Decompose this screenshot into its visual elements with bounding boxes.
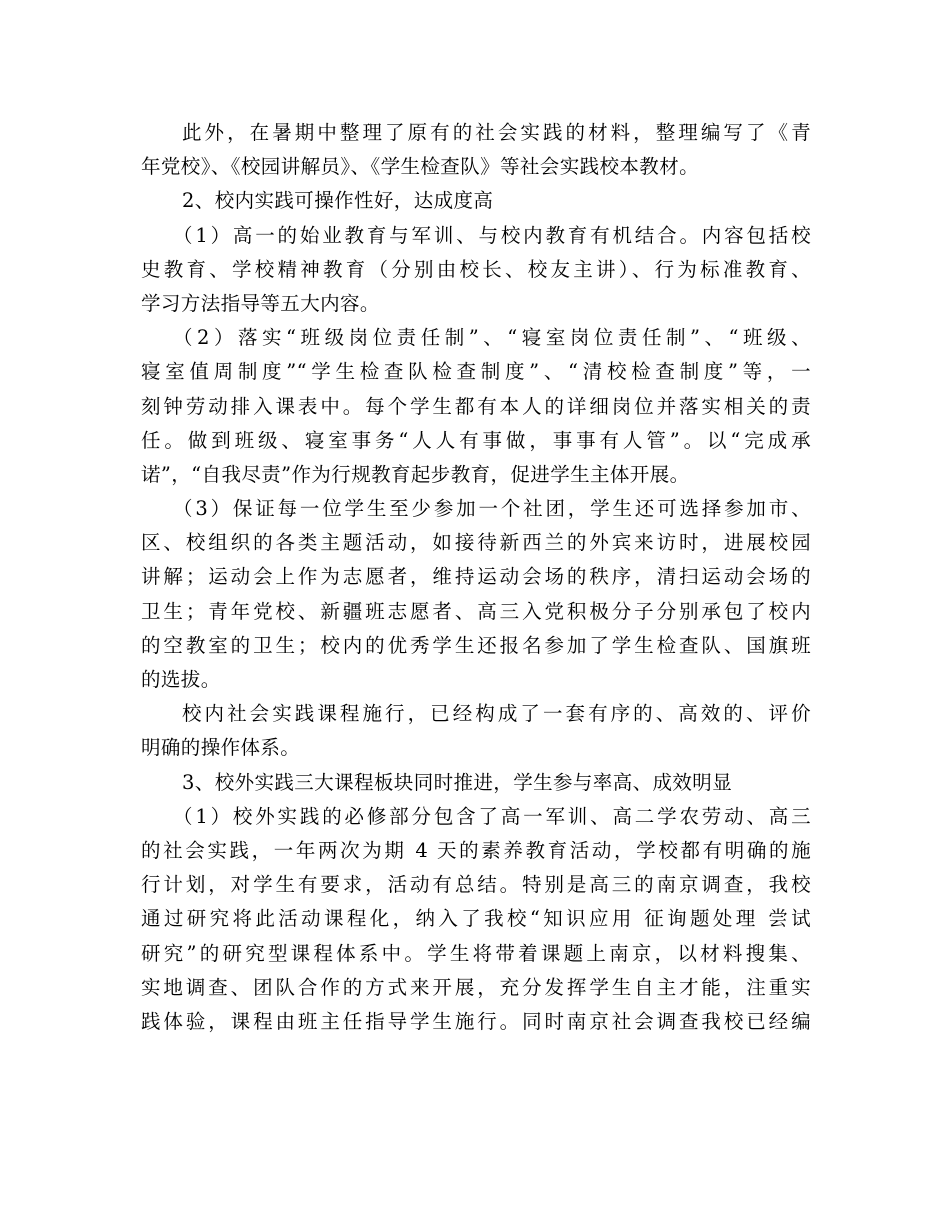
text-line: 学习方法指导等五大内容。 — [141, 291, 380, 315]
text-line: 史教育、学校精神教育（分别由校长、校友主讲）、行为标准教育、 — [141, 257, 811, 281]
text-line: 任。做到班级、寝室事务“人人有事做，事事有人管”。以“完成承 — [141, 428, 811, 452]
text-line: （3）保证每一位学生至少参加一个社团，学生还可选择参加市、 — [173, 497, 811, 521]
text-line: 年党校》、《校园讲解员》、《学生检查队》等社会实践校本教材。 — [141, 155, 700, 179]
text-line: 此外，在暑期中整理了原有的社会实践的材料，整理编写了《青 — [182, 121, 811, 144]
text-line: 3、校外实践三大课程板块同时推进，学生参与率高、成效明显 — [182, 770, 733, 794]
text-line: 的空教室的卫生；校内的优秀学生还报名参加了学生检查队、国旗班 — [141, 633, 811, 657]
text-line: 区、校组织的各类主题活动，如接待新西兰的外宾来访时，进展校园 — [141, 531, 811, 555]
text-line: （1）校外实践的必修部分包含了高一军训、高二学农劳动、高三 — [173, 804, 811, 828]
text-line: 研究”的研究型课程体系中。学生将带着课题上南京，以材料搜集、 — [141, 941, 811, 965]
text-line: 诺”，“自我尽责”作为行规教育起步教育，促进学生主体开展。 — [141, 462, 690, 486]
text-line: 讲解；运动会上作为志愿者，维持运动会场的秩序，清扫运动会场的 — [141, 565, 811, 589]
text-line: 明确的操作体系。 — [141, 736, 301, 760]
text-line: 实地调查、团队合作的方式来开展，充分发挥学生自主才能，注重实 — [141, 975, 811, 999]
text-line: 刻钟劳动排入课表中。每个学生都有本人的详细岗位并落实相关的责 — [141, 394, 811, 418]
text-line: 的选拔。 — [141, 668, 221, 691]
text-line: （1）高一的始业教育与军训、与校内教育有机结合。内容包括校 — [173, 223, 811, 247]
text-line: 寝室值周制度”“学生检查队检查制度”、“清校检查制度”等，一 — [141, 360, 811, 384]
document-body — [141, 116, 811, 1039]
text-line: 行计划，对学生有要求，活动有总结。特别是高三的南京调查，我校 — [141, 873, 811, 897]
text-line: 卫生；青年党校、新疆班志愿者、高三入党积极分子分别承包了校内 — [141, 599, 811, 623]
text-line: 2、校内实践可操作性好，达成度高 — [182, 189, 494, 213]
text-line: （2）落实“班级岗位责任制”、“寝室岗位责任制”、“班级、 — [173, 326, 811, 350]
text-line: 践体验，课程由班主任指导学生施行。同时南京社会调查我校已经编 — [141, 1009, 811, 1033]
text-line: 通过研究将此活动课程化，纳入了我校“知识应用 征询题处理 尝试 — [141, 907, 811, 931]
text-line: 校内社会实践课程施行，已经构成了一套有序的、高效的、评价 — [182, 702, 811, 726]
text-line: 的社会实践，一年两次为期 4 天的素养教育活动，学校都有明确的施 — [141, 838, 811, 862]
